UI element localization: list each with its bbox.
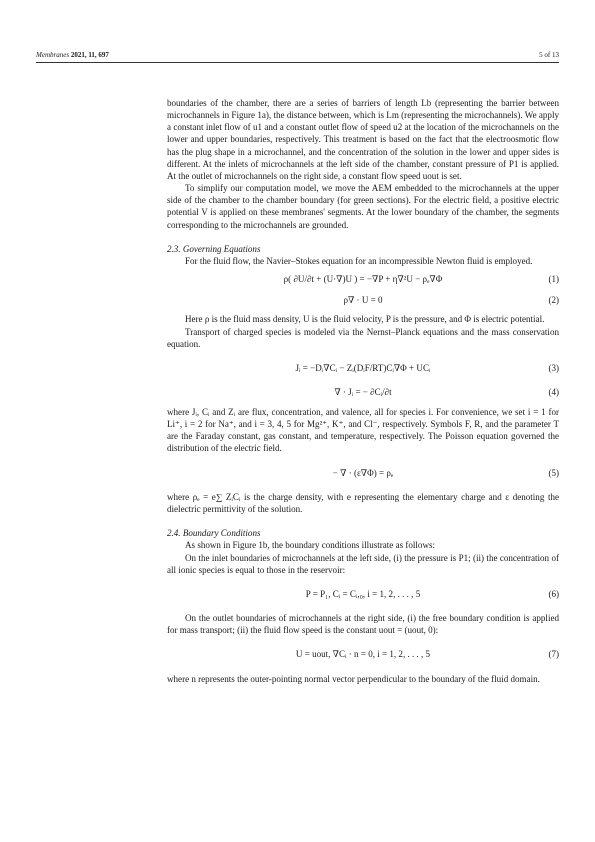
paragraph: For the fluid flow, the Navier–Stokes equation for an incompressible Newton fluid is employed. [185, 256, 533, 267]
equation-5: − ∇ · (ε∇Φ) = ρₑ (5) [332, 467, 559, 478]
equation-3: Jᵢ = −Dᵢ∇Cᵢ − Zᵢ(DᵢF/RT)Cᵢ∇Φ + UCᵢ (3) [295, 362, 559, 373]
paragraph: boundaries of the chamber, there are a series of barriers of length Lb (representing the barrier between microchannels in Figure 1a), the distance between, which is Lm (representing the microchannels). We apply a constant inlet flow of u1 and a constant outlet flow of speed u2 at the location of the microchannels on the lower and upper boundaries, respectively. This treatment is based on the fact that the electroosmotic flow has the plug shape in a microchannel, and the concentration of the solution in the lower and upper sides is different. At the inlets of microchannels at the left side of the chamber, constant pressure of P1 is applied. At the outlet of microchannels on the right side, a constant flow speed uout is set. [167, 98, 559, 181]
paragraph: On the outlet boundaries of microchannels at the right side, (i) the free boundary condition is applied for mass transport; (ii) the fluid flow speed is the constant uout = (uout, 0): [167, 613, 559, 636]
page-body [167, 97, 559, 685]
equation-6: P = P₁, Cᵢ = Cᵢ,₀, i = 1, 2, . . . , 5 (6) [305, 588, 559, 599]
paragraph: where Jᵢ, Cᵢ and Zᵢ are flux, concentration, and valence, all for species i. For convenience, we set i = 1 for Li⁺, i = 2 for Na⁺, and i = 3, 4, 5 for Mg²⁺, K⁺, and Cl⁻, respectively. Symbols F, R, and the parameter T are the Faraday constant, gas constant, and temperature, respectively. The Poisson equation governed the distribution of the electric field. [167, 407, 559, 454]
equation-2: ρ∇ · U = 0 (2) [343, 295, 559, 306]
paragraph: where ρₑ = e∑ ZᵢCᵢ is the charge density, with e representing the elementary charge and ε denoting the dielectric permittivity of the solution. [167, 491, 559, 514]
paragraph: Here ρ is the fluid mass density, U is the fluid velocity, P is the pressure, and Φ is electric potential. [185, 314, 545, 325]
paragraph: Transport of charged species is modeled via the Nernst–Planck equations and the mass conservation equation. [167, 326, 559, 349]
page-number: 5 of 13 [539, 51, 559, 59]
equation-4: ∇ · Jᵢ = − ∂Cᵢ/∂t (4) [334, 387, 559, 397]
header-rule [36, 62, 559, 63]
section-heading: 2.4. Boundary Conditions [167, 528, 261, 539]
paragraph: As shown in Figure 1b, the boundary conditions illustrate as follows: [185, 540, 436, 551]
paragraph: To simplify our computation model, we move the AEM embedded to the microchannels at the upper side of the chamber to the chamber boundary (for green sections). For the electric field, a positive electric potential V is applied on these membranes' segments. At the lower boundary of the chamber, the segments corresponding to the microchannels are grounded. [167, 183, 559, 230]
journal-name: Membranes [36, 51, 70, 59]
paragraph: where n represents the outer-pointing normal vector perpendicular to the boundary of the fluid domain. [167, 673, 540, 684]
paragraph: On the inlet boundaries of microchannels at the left side, (i) the pressure is P1; (ii) the concentration of all ionic species is equal to those in the reservoir: [167, 552, 559, 575]
equation-1: ρ( ∂U/∂t + (U·∇)U ) = −∇P + η∇²U − ρₑ∇Φ (1) [283, 274, 559, 285]
equation-7: U = uout, ∇Cᵢ · n = 0, i = 1, 2, . . . , 5 (7) [295, 649, 559, 660]
citation: 2021, 11, 697 [70, 51, 109, 59]
journal-citation [36, 51, 109, 59]
section-heading: 2.3. Governing Equations [167, 243, 261, 254]
